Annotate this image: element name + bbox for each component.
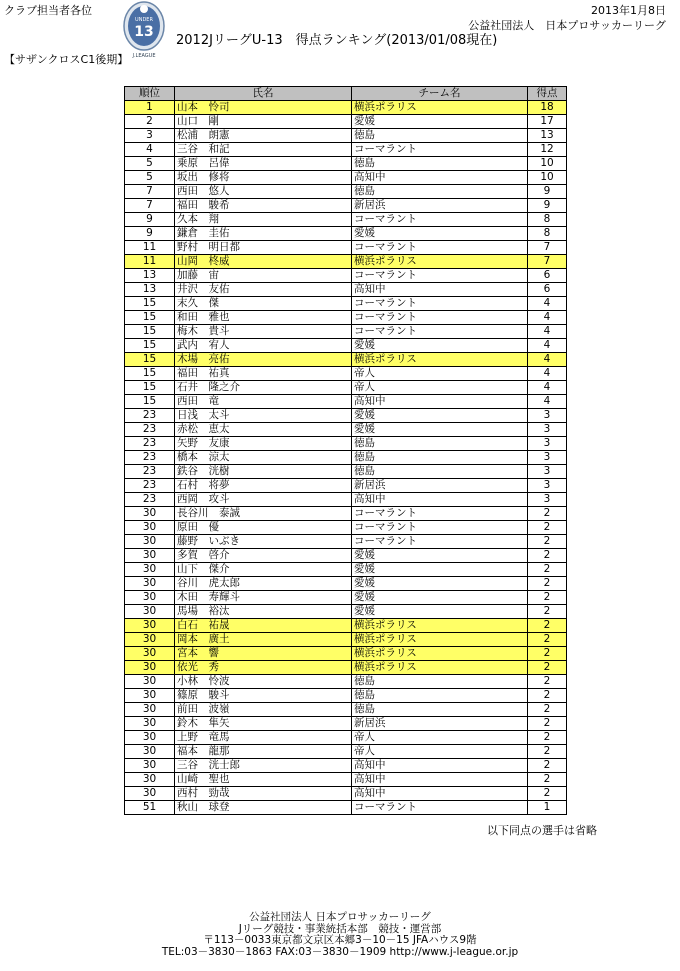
cell-rank: 5 [125,157,175,171]
table-row [125,241,567,255]
cell-rank: 13 [125,283,175,297]
cell-rank: 30 [125,507,175,521]
cell-team: 新居浜 [352,479,528,493]
cell-name: 岡本 廣土 [175,633,352,647]
table-row [125,367,567,381]
cell-team: 愛媛 [352,115,528,129]
cell-rank: 30 [125,787,175,801]
cell-name: 三谷 洸士郎 [175,759,352,773]
cell-rank: 30 [125,647,175,661]
cell-name: 日浅 太斗 [175,409,352,423]
cell-points: 7 [528,255,567,269]
cell-rank: 15 [125,339,175,353]
cell-team: 愛媛 [352,339,528,353]
cell-rank: 51 [125,801,175,815]
cell-rank: 30 [125,633,175,647]
cell-team: 横浜ポラリス [352,647,528,661]
cell-name: 赤松 恵太 [175,423,352,437]
cell-name: 秋山 球登 [175,801,352,815]
table-row [125,507,567,521]
table-row [125,605,567,619]
cell-rank: 13 [125,269,175,283]
table-row [125,745,567,759]
cell-name: 野村 明日都 [175,241,352,255]
table-row [125,185,567,199]
cell-rank: 11 [125,241,175,255]
cell-name: 宮本 響 [175,647,352,661]
cell-name: 武内 宥人 [175,339,352,353]
cell-points: 4 [528,381,567,395]
cell-points: 2 [528,661,567,675]
cell-name: 長谷川 泰誠 [175,507,352,521]
cell-points: 3 [528,479,567,493]
cell-rank: 7 [125,199,175,213]
table-row [125,647,567,661]
cell-points: 2 [528,619,567,633]
cell-points: 4 [528,325,567,339]
cell-team: 帝人 [352,745,528,759]
cell-rank: 30 [125,605,175,619]
cell-rank: 2 [125,115,175,129]
table-row [125,269,567,283]
cell-team: コーマラント [352,213,528,227]
table-row [125,703,567,717]
cell-rank: 23 [125,479,175,493]
cell-team: 高知中 [352,493,528,507]
cell-team: コーマラント [352,325,528,339]
cell-name: 乗原 呂偉 [175,157,352,171]
cell-name: 上野 竜馬 [175,731,352,745]
cell-points: 17 [528,115,567,129]
cell-name: 西村 勁哉 [175,787,352,801]
cell-rank: 30 [125,675,175,689]
cell-name: 白石 祐晟 [175,619,352,633]
cell-rank: 30 [125,591,175,605]
cell-team: 高知中 [352,787,528,801]
cell-rank: 30 [125,549,175,563]
table-row [125,325,567,339]
cell-points: 2 [528,647,567,661]
table-header-row [125,87,567,101]
logo-top-text: UNDER [135,17,153,23]
cell-team: コーマラント [352,521,528,535]
table-row [125,381,567,395]
table-row [125,549,567,563]
footer-dept: Jリーグ競技・事業統括本部 競技・運営部 [238,922,442,935]
footer-org: 公益社団法人 日本プロサッカーリーグ [249,911,431,923]
cell-name: 藤野 いぶき [175,535,352,549]
cell-team: コーマラント [352,241,528,255]
cell-points: 2 [528,787,567,801]
cell-rank: 5 [125,171,175,185]
cell-rank: 15 [125,353,175,367]
table-row [125,171,567,185]
table-row [125,157,567,171]
cell-team: 徳島 [352,689,528,703]
cell-points: 2 [528,717,567,731]
cell-rank: 9 [125,213,175,227]
recipient-label: クラブ担当者各位 [4,4,92,17]
cell-team: 新居浜 [352,717,528,731]
table-row [125,129,567,143]
cell-name: 福本 龍那 [175,745,352,759]
cell-points: 4 [528,367,567,381]
cell-team: 横浜ポラリス [352,101,528,115]
cell-team: 愛媛 [352,577,528,591]
cell-name: 篠原 駿斗 [175,689,352,703]
cell-points: 6 [528,269,567,283]
cell-rank: 7 [125,185,175,199]
cell-name: 西田 悠人 [175,185,352,199]
section-label: 【サザンクロスC1後期】 [4,53,129,66]
table-row [125,227,567,241]
cell-name: 橋本 涼太 [175,451,352,465]
cell-name: 山崎 聖也 [175,773,352,787]
table-row [125,465,567,479]
cell-rank: 15 [125,297,175,311]
cell-name: 谷川 虎太郎 [175,577,352,591]
logo-bottom-text: J.LEAGUE [132,53,156,59]
table-row [125,409,567,423]
cell-points: 3 [528,423,567,437]
cell-name: 山口 剛 [175,115,352,129]
cell-rank: 3 [125,129,175,143]
cell-name: 石村 将夢 [175,479,352,493]
cell-points: 2 [528,507,567,521]
table-row [125,759,567,773]
cell-team: 新居浜 [352,199,528,213]
cell-rank: 30 [125,745,175,759]
cell-rank: 30 [125,717,175,731]
cell-name: 山岡 柊威 [175,255,352,269]
cell-rank: 30 [125,689,175,703]
cell-name: 加藤 宙 [175,269,352,283]
ranking-table-body [125,101,567,815]
table-row [125,731,567,745]
cell-name: 山下 傑介 [175,563,352,577]
table-row [125,717,567,731]
cell-name: 坂出 修将 [175,171,352,185]
cell-team: 徳島 [352,157,528,171]
cell-points: 3 [528,465,567,479]
cell-points: 2 [528,577,567,591]
cell-team: 高知中 [352,283,528,297]
cell-team: コーマラント [352,269,528,283]
cell-team: 愛媛 [352,605,528,619]
cell-team: 愛媛 [352,563,528,577]
table-row [125,283,567,297]
cell-points: 3 [528,409,567,423]
cell-team: 横浜ポラリス [352,633,528,647]
cell-team: 帝人 [352,367,528,381]
cell-points: 1 [528,801,567,815]
cell-name: 鎌倉 圭佑 [175,227,352,241]
cell-points: 2 [528,675,567,689]
cell-rank: 30 [125,773,175,787]
cell-name: 松浦 朗憲 [175,129,352,143]
cell-name: 矢野 友康 [175,437,352,451]
cell-rank: 30 [125,731,175,745]
cell-rank: 15 [125,367,175,381]
cell-points: 2 [528,703,567,717]
cell-points: 2 [528,689,567,703]
cell-rank: 15 [125,325,175,339]
table-row [125,311,567,325]
cell-rank: 4 [125,143,175,157]
cell-rank: 9 [125,227,175,241]
cell-name: 馬場 裕汰 [175,605,352,619]
cell-team: 高知中 [352,773,528,787]
cell-team: 徳島 [352,703,528,717]
cell-rank: 30 [125,535,175,549]
table-row [125,619,567,633]
cell-rank: 23 [125,423,175,437]
cell-team: 愛媛 [352,423,528,437]
cell-points: 10 [528,171,567,185]
cell-name: 多賀 啓介 [175,549,352,563]
cell-points: 2 [528,521,567,535]
cell-team: 徳島 [352,185,528,199]
cell-points: 3 [528,493,567,507]
cell-name: 鈴木 隼矢 [175,717,352,731]
cell-rank: 30 [125,521,175,535]
cell-points: 2 [528,759,567,773]
table-row [125,535,567,549]
col-header-points: 得点 [528,87,567,101]
cell-name: 井沢 友佑 [175,283,352,297]
footer-address: 〒113－0033東京都文京区本郷3－10－15 JFAハウス9階 [203,934,477,946]
cell-team: 高知中 [352,395,528,409]
table-row [125,661,567,675]
page-title: 2012JリーグU-13 得点ランキング(2013/01/08現在) [176,33,498,48]
cell-points: 8 [528,213,567,227]
cell-points: 2 [528,591,567,605]
cell-points: 13 [528,129,567,143]
cell-name: 久本 翔 [175,213,352,227]
cell-team: 愛媛 [352,591,528,605]
cell-name: 末久 傑 [175,297,352,311]
table-row [125,773,567,787]
cell-points: 2 [528,745,567,759]
cell-points: 10 [528,157,567,171]
table-row [125,563,567,577]
cell-points: 2 [528,773,567,787]
table-row [125,101,567,115]
table-row [125,339,567,353]
cell-rank: 23 [125,493,175,507]
cell-points: 9 [528,199,567,213]
table-row [125,255,567,269]
cell-rank: 15 [125,395,175,409]
cell-rank: 15 [125,311,175,325]
cell-rank: 23 [125,465,175,479]
table-row [125,493,567,507]
cell-points: 3 [528,451,567,465]
cell-name: 福田 祐真 [175,367,352,381]
cell-team: 愛媛 [352,409,528,423]
cell-name: 依光 秀 [175,661,352,675]
cell-team: 横浜ポラリス [352,353,528,367]
table-row [125,423,567,437]
table-row [125,689,567,703]
cell-name: 三谷 和記 [175,143,352,157]
cell-team: 徳島 [352,465,528,479]
table-row [125,801,567,815]
cell-rank: 30 [125,759,175,773]
cell-team: 徳島 [352,675,528,689]
col-header-team: チーム名 [352,87,528,101]
cell-rank: 30 [125,661,175,675]
cell-name: 木田 寿輝斗 [175,591,352,605]
cell-name: 福田 駿希 [175,199,352,213]
cell-team: 徳島 [352,451,528,465]
table-row [125,521,567,535]
cell-points: 4 [528,395,567,409]
cell-team: 横浜ポラリス [352,255,528,269]
cell-points: 8 [528,227,567,241]
cell-name: 原田 優 [175,521,352,535]
table-row [125,143,567,157]
document-date: 2013年1月8日 [591,4,666,17]
cell-team: 帝人 [352,731,528,745]
cell-rank: 23 [125,437,175,451]
cell-team: 愛媛 [352,549,528,563]
cell-rank: 23 [125,409,175,423]
cell-name: 鉄谷 洸樹 [175,465,352,479]
cell-team: 徳島 [352,437,528,451]
cell-rank: 15 [125,381,175,395]
table-row [125,577,567,591]
cell-points: 12 [528,143,567,157]
table-row [125,395,567,409]
col-header-rank: 順位 [125,87,175,101]
table-row [125,479,567,493]
cell-team: コーマラント [352,801,528,815]
cell-name: 西田 竜 [175,395,352,409]
cell-team: コーマラント [352,507,528,521]
cell-name: 木場 亮佑 [175,353,352,367]
cell-points: 2 [528,731,567,745]
table-row [125,633,567,647]
cell-points: 9 [528,185,567,199]
table-row [125,213,567,227]
footer [0,912,680,958]
cell-rank: 30 [125,563,175,577]
cell-points: 4 [528,339,567,353]
cell-name: 和田 雅也 [175,311,352,325]
cell-points: 7 [528,241,567,255]
table-row [125,437,567,451]
table-row [125,115,567,129]
cell-name: 梅木 貴斗 [175,325,352,339]
organization-name: 公益社団法人 日本プロサッカーリーグ [468,19,666,32]
cell-name: 前田 波嶺 [175,703,352,717]
cell-team: 徳島 [352,129,528,143]
col-header-name: 氏名 [175,87,352,101]
cell-team: 帝人 [352,381,528,395]
cell-name: 石井 隆之介 [175,381,352,395]
cell-team: コーマラント [352,311,528,325]
logo-number: 13 [134,24,154,40]
cell-rank: 30 [125,577,175,591]
cell-team: コーマラント [352,297,528,311]
cell-team: コーマラント [352,143,528,157]
omission-note: 以下同点の選手は省略 [487,824,597,837]
table-row [125,675,567,689]
footer-contact: TEL:03－3830－1863 FAX:03－3830－1909 http://www.j-league.or.jp [161,945,519,958]
table-row [125,353,567,367]
cell-points: 2 [528,605,567,619]
cell-points: 2 [528,563,567,577]
cell-rank: 23 [125,451,175,465]
cell-rank: 30 [125,619,175,633]
table-row [125,297,567,311]
table-row [125,451,567,465]
cell-rank: 30 [125,703,175,717]
table-row [125,787,567,801]
cell-name: 小林 怜波 [175,675,352,689]
cell-name: 西岡 攻斗 [175,493,352,507]
cell-rank: 11 [125,255,175,269]
cell-points: 4 [528,297,567,311]
cell-points: 4 [528,311,567,325]
table-row [125,591,567,605]
cell-points: 18 [528,101,567,115]
cell-rank: 1 [125,101,175,115]
cell-team: コーマラント [352,535,528,549]
cell-team: 高知中 [352,759,528,773]
cell-points: 2 [528,535,567,549]
ranking-table [124,86,567,815]
cell-points: 6 [528,283,567,297]
cell-points: 4 [528,353,567,367]
cell-name: 山本 怜司 [175,101,352,115]
cell-team: 高知中 [352,171,528,185]
table-row [125,199,567,213]
cell-team: 横浜ポラリス [352,619,528,633]
cell-points: 3 [528,437,567,451]
cell-points: 2 [528,633,567,647]
cell-team: 愛媛 [352,227,528,241]
cell-team: 横浜ポラリス [352,661,528,675]
cell-points: 2 [528,549,567,563]
